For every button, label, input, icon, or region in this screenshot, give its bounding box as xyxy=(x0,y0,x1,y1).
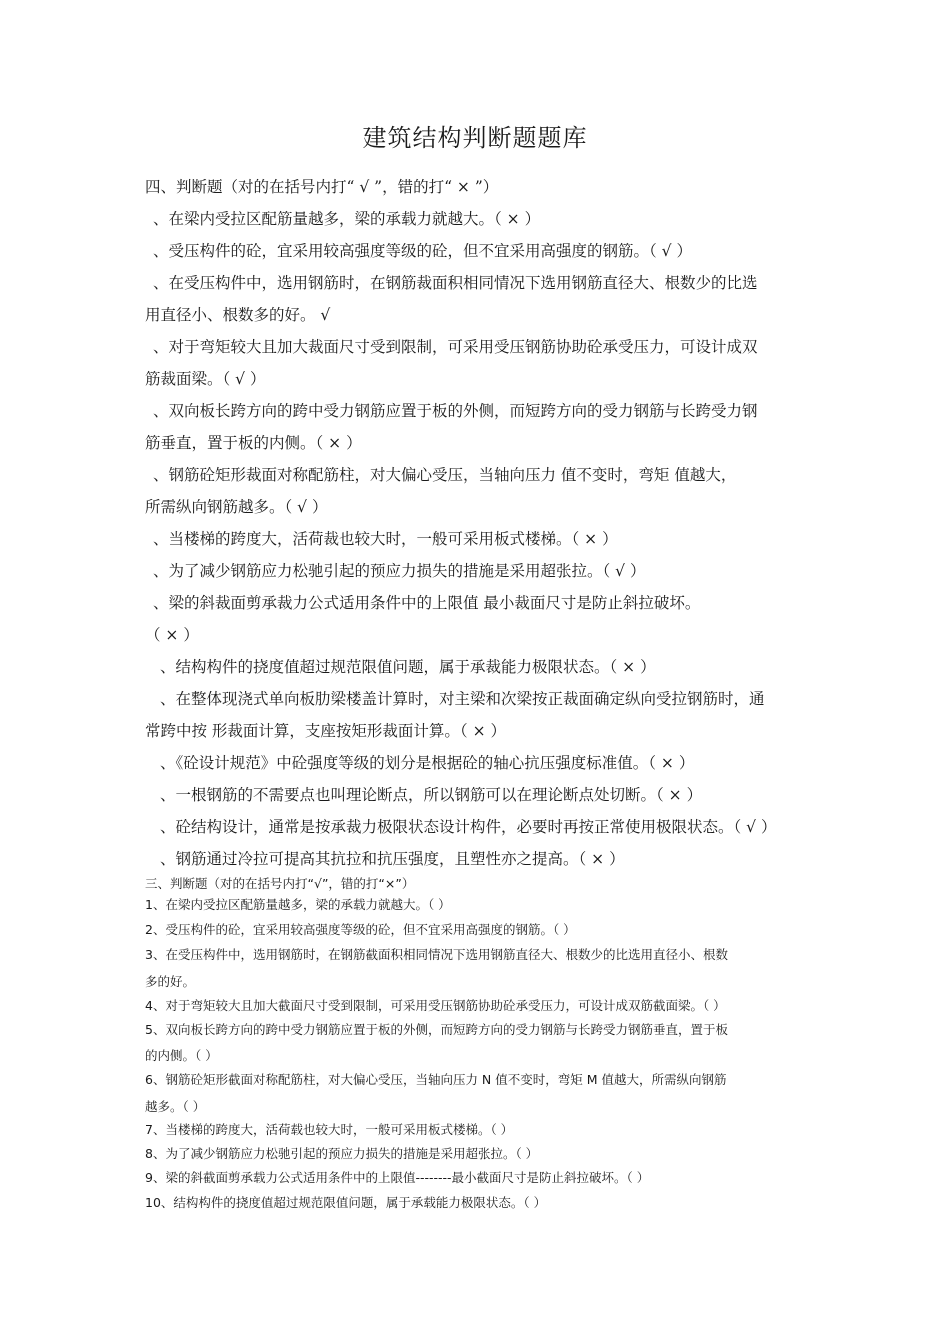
question-line: 的内侧。（ ） xyxy=(145,1048,218,1063)
section-heading: 三、判断题（对的在括号内打“√”，错的打“×”） xyxy=(145,876,415,891)
question-line: 筋垂直，置于板的内侧。（ × ） xyxy=(145,434,362,452)
question-line: 多的好。 xyxy=(145,974,196,989)
question-line: 、对于弯矩较大且加大裁面尺寸受到限制，可采用受压钢筋协助砼承受压力，可设计成双 xyxy=(153,338,758,356)
question-line: 、砼结构设计，通常是按承裁力极限状态设计构件，必要时再按正常使用极限状态。（ √ ） xyxy=(160,818,777,836)
question-line: 、在整体现浇式单向板肋梁楼盖计算时，对主梁和次梁按正裁面确定纵向受拉钢筋时，通 xyxy=(160,690,765,708)
question-line: 3、在受压构件中，选用钢筋时，在钢筋截面积相同情况下选用钢筋直径大、根数少的比选用直径小、根数 xyxy=(145,947,728,962)
question-line: 9、梁的斜截面剪承载力公式适用条件中的上限值--------最小截面尺寸是防止斜拉破坏。（ ） xyxy=(145,1170,650,1185)
section-heading: 四、判断题（对的在括号内打“ √ ”，错的打“ × ”） xyxy=(145,178,499,196)
question-line: 、结构构件的挠度值超过规范限值问题，属于承裁能力极限状态。（ × ） xyxy=(160,658,656,676)
question-line: 、当楼梯的跨度大，活荷裁也较大时，一般可采用板式楼梯。（ × ） xyxy=(153,530,618,548)
question-line: 1、在梁内受拉区配筋量越多，梁的承载力就越大。（ ） xyxy=(145,897,451,912)
question-line: 5、双向板长跨方向的跨中受力钢筋应置于板的外侧，而短跨方向的受力钢筋与长跨受力钢筋垂直，置于板 xyxy=(145,1022,728,1037)
question-line: 所需纵向钢筋越多。（ √ ） xyxy=(145,498,328,516)
question-line: 、在受压构件中，选用钢筋时，在钢筋裁面积相同情况下选用钢筋直径大、根数少的比选 xyxy=(153,274,758,292)
question-line: 4、对于弯矩较大且加大截面尺寸受到限制，可采用受压钢筋协助砼承受压力，可设计成双筋截面梁。（ ） xyxy=(145,998,726,1013)
question-line: 7、当楼梯的跨度大，活荷载也较大时，一般可采用板式楼梯。（ ） xyxy=(145,1122,514,1137)
question-line: 10、结构构件的挠度值超过规范限值问题，属于承载能力极限状态。（ ） xyxy=(145,1195,547,1210)
question-line: 常跨中按 形裁面计算，支座按矩形裁面计算。（ × ） xyxy=(145,722,507,740)
question-line: 越多。（ ） xyxy=(145,1099,206,1114)
question-line: 、一根钢筋的不需要点也叫理论断点，所以钢筋可以在理论断点处切断。（ × ） xyxy=(160,786,703,804)
question-line: 、在梁内受拉区配筋量越多，梁的承载力就越大。（ × ） xyxy=(153,210,541,228)
question-line: 6、钢筋砼矩形截面对称配筋柱，对大偏心受压，当轴向压力 N 值不变时，弯矩 M 值越大，所需纵向钢筋 xyxy=(145,1072,727,1087)
page-title: 建筑结构判断题题库 xyxy=(362,124,588,152)
question-line: 用直径小、根数多的好。 √ xyxy=(145,306,331,324)
question-line: 、受压构件的砼，宜采用较高强度等级的砼，但不宜采用高强度的钢筋。（ √ ） xyxy=(153,242,692,260)
question-line: 、钢筋砼矩形裁面对称配筋柱，对大偏心受压，当轴向压力 值不变时，弯矩 值越大， xyxy=(153,466,737,484)
question-line: 8、为了减少钢筋应力松驰引起的预应力损失的措施是采用超张拉。（ ） xyxy=(145,1146,539,1161)
question-line: 、双向板长跨方向的跨中受力钢筋应置于板的外侧，而短跨方向的受力钢筋与长跨受力钢 xyxy=(153,402,758,420)
question-line: 筋裁面梁。（ √ ） xyxy=(145,370,266,388)
question-line: 、梁的斜裁面剪承裁力公式适用条件中的上限值 最小裁面尺寸是防止斜拉破坏。 xyxy=(153,594,701,612)
question-line: 2、受压构件的砼，宜采用较高强度等级的砼，但不宜采用高强度的钢筋。（ ） xyxy=(145,922,576,937)
question-line: （ × ） xyxy=(145,626,199,644)
question-line: 、《砼设计规范》中砼强度等级的划分是根据砼的轴心抗压强度标准值。（ × ） xyxy=(160,754,695,772)
question-line: 、钢筋通过冷拉可提高其抗拉和抗压强度，且塑性亦之提高。（ × ） xyxy=(160,850,625,868)
question-line: 、为了减少钢筋应力松驰引起的预应力损失的措施是采用超张拉。（ √ ） xyxy=(153,562,646,580)
